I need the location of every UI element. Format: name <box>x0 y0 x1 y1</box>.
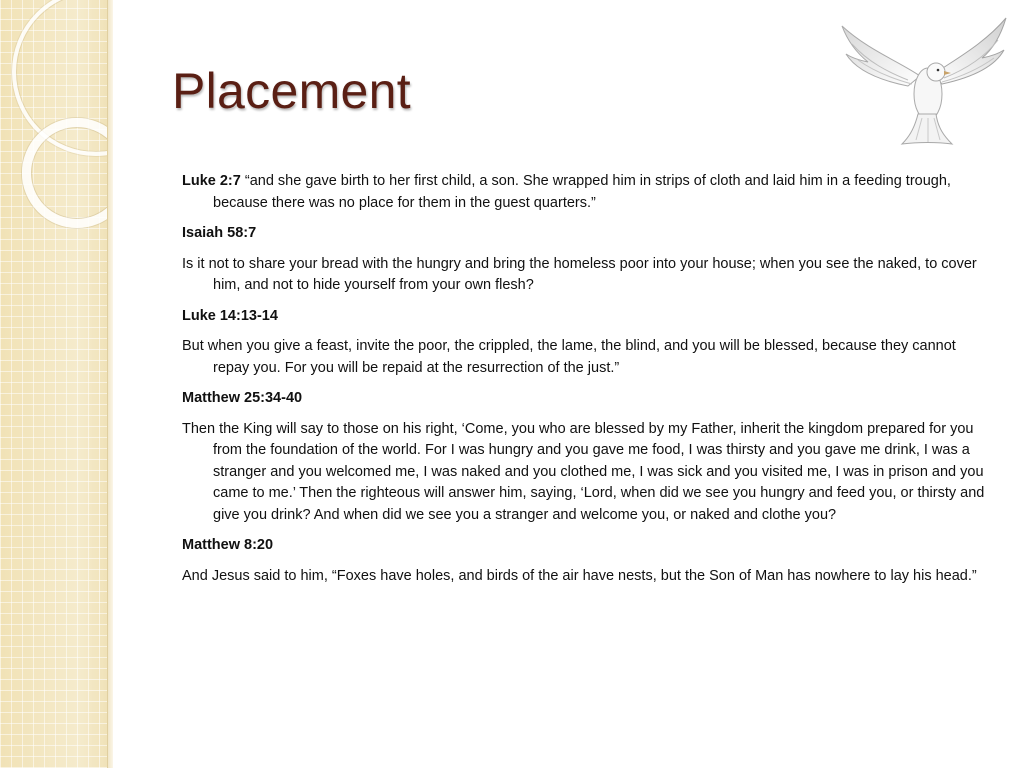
passage-matthew-25-34-40: Then the King will say to those on his right, ‘Come, you who are blessed by my Father, inherit the kingdom prepared for you from the foundation of the world. For I was hungry and you gave me food, I was thirsty and you gave me drink, I was a stranger and you welcomed me, I was naked and you clothed me, I was sick and you visited me, I was in prison and you came to me.’ Then the righteous will answer him, saying, ‘Lord, when did we see you hungry and feed you, or thirsty and give you drink? And when did we see you a stranger and welcome you, or naked and clothe you? <box>182 420 985 523</box>
decorative-side-band <box>0 0 113 768</box>
passage-reference: Luke 2:7 <box>182 173 241 189</box>
passage-matthew-8-20: And Jesus said to him, “Foxes have holes, and birds of the air have nests, but the Son of Man has nowhere to lay his head.” <box>182 567 977 584</box>
dove-icon <box>838 14 1010 146</box>
scripture-list <box>182 171 992 596</box>
passage-luke-2-7 <box>182 171 992 214</box>
passage-reference-heading: Luke 14:13-14 <box>182 307 278 324</box>
decorative-ring-small <box>22 118 113 228</box>
slide-title: Placement <box>172 63 411 119</box>
passage-text: “and she gave birth to her first child, a son. She wrapped him in strips of cloth and laid him in a feeding trough, because there was no place for them in the guest quarters.” <box>213 173 951 211</box>
passage-reference-heading: Isaiah 58:7 <box>182 225 257 241</box>
side-band-edge <box>107 0 113 768</box>
passage-luke-14-13-14: But when you give a feast, invite the poor, the crippled, the lame, the blind, and you will be blessed, because they cannot repay you. For you will be repaid at the resurrection of the just.” <box>182 338 956 376</box>
passage-reference-heading: Matthew 8:20 <box>182 537 274 553</box>
passage-reference-heading: Matthew 25:34-40 <box>182 390 303 406</box>
passage-isaiah-58-7: Is it not to share your bread with the hungry and bring the homeless poor into your house; when you see the naked, to cover him, and not to hide yourself from your own flesh? <box>182 255 977 293</box>
